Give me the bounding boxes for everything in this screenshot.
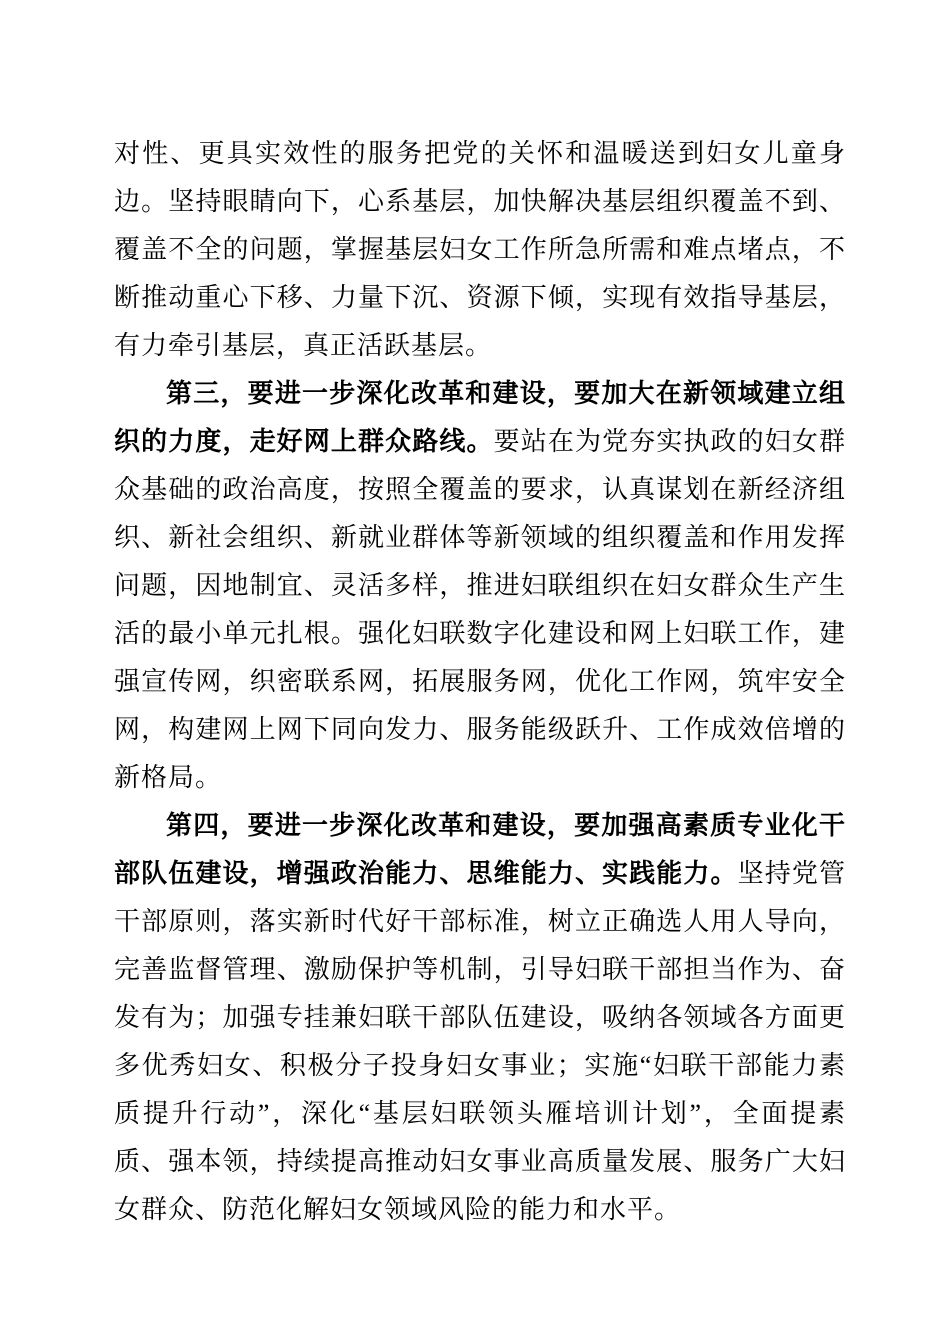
paragraph-point-three xyxy=(114,370,846,802)
document-body xyxy=(114,130,846,1234)
paragraph-lead-bold: 第四，要进一步深化改革和建设，要加强高素质专业化干部队伍建设，增强政治能力、思维能力、实践能力。 xyxy=(114,811,846,888)
paragraph-point-four xyxy=(114,802,846,1234)
paragraph-text: 坚持党管干部原则，落实新时代好干部标准，树立正确选人用人导向，完善监督管理、激励保护等机制，引导妇联干部担当作为、奋发有为；加强专挂兼妇联干部队伍建设，吸纳各领域各方面更多优秀妇女、积极分子投身妇女事业；实施“妇联干部能力素质提升行动”，深化“基层妇联领头雁培训计划”，全面提素质、强本领，持续提高推动妇女事业高质量发展、服务广大妇女群众、防范化解妇女领域风险的能力和水平。 xyxy=(114,859,846,1224)
paragraph-lead-bold: 第三，要进一步深化改革和建设，要加大在新领域建立组织的力度，走好网上群众路线。 xyxy=(114,379,846,456)
paragraph-continuation xyxy=(114,130,846,370)
paragraph-text: 要站在为党夯实执政的妇女群众基础的政治高度，按照全覆盖的要求，认真谋划在新经济组织、新社会组织、新就业群体等新领域的组织覆盖和作用发挥问题，因地制宜、灵活多样，推进妇联组织在妇女群众生产生活的最小单元扎根。强化妇联数字化建设和网上妇联工作，建强宣传网，织密联系网，拓展服务网，优化工作网，筑牢安全网，构建网上网下同向发力、服务能级跃升、工作成效倍增的新格局。 xyxy=(114,427,846,792)
paragraph-text: 对性、更具实效性的服务把党的关怀和温暖送到妇女儿童身边。坚持眼睛向下，心系基层，加快解决基层组织覆盖不到、覆盖不全的问题，掌握基层妇女工作所急所需和难点堵点，不断推动重心下移、力量下沉、资源下倾，实现有效指导基层，有力牵引基层，真正活跃基层。 xyxy=(114,139,846,360)
